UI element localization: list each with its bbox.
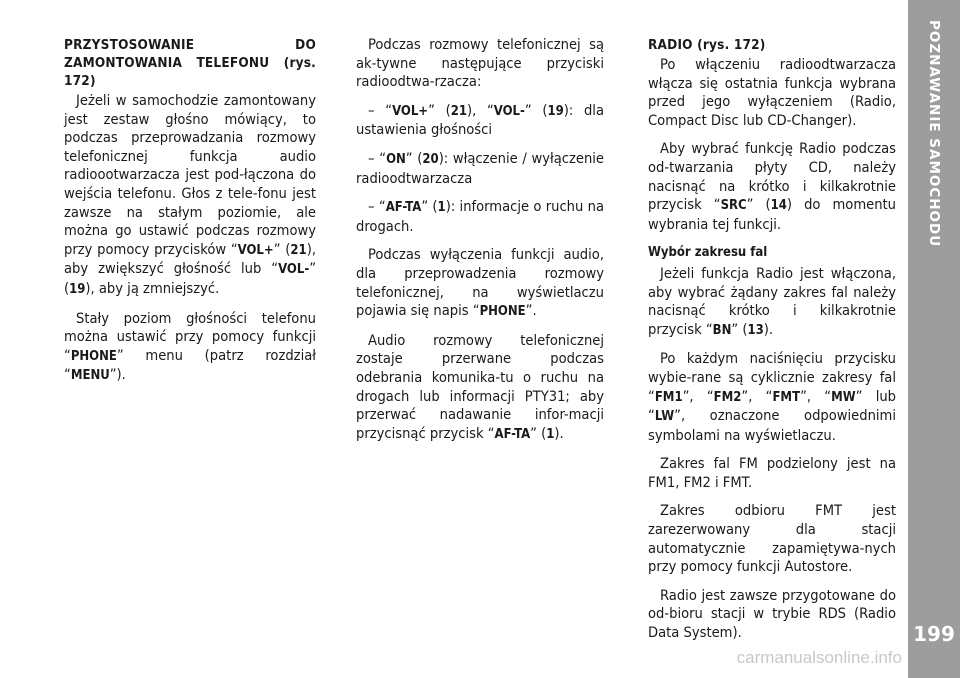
paragraph: Jeżeli w samochodzie zamontowany jest zestaw głośno mówiący, to podczas przeprowadzania rozmowy telefonicznej funkcja audio radioootwarzacza jest pod-łączona do wejścia telefonu. Głos z tele-fonu jest zawsze na stałym poziomie, ale można go ustawić podczas rozmowy przy pomocy przycisków “VOL+” (21), aby zwiększyć głośność lub “VOL-” (19), aby ją zmniejszyć.: [64, 92, 316, 297]
paragraph: Podczas rozmowy telefonicznej są ak-tywne następujące przyciski radioodtwa-rzacza:: [356, 36, 604, 91]
paragraph: Zakres fal FM podzielony jest na FM1, FM2 i FMT.: [648, 455, 896, 491]
list-item: – “AF-TA” (1): informacje o ruchu na drogach.: [356, 198, 605, 235]
paragraph: Stały poziom głośności telefonu można ustawić przy pomocy funkcji “PHONE” menu (patrz rozdział “MENU”).: [64, 309, 316, 384]
column-1: [64, 36, 316, 396]
chapter-sidebar: [908, 0, 960, 678]
paragraph: Zakres odbioru FMT jest zarezerwowany dla stacji automatycznie zapamiętywa-nych przy pomocy funkcji Autostore.: [648, 502, 896, 576]
list-item: – “ON” (20): włączenie / wyłączenie radioodtwarzacza: [356, 149, 604, 187]
paragraph: Podczas wyłączenia funkcji audio, dla przeprowadzenia rozmowy telefonicznej, na wyświetlaczu pojawia się napis “PHONE”.: [356, 246, 604, 320]
watermark: carmanualsonline.info: [736, 648, 902, 667]
section-heading-radio: RADIO (rys. 172): [648, 37, 766, 53]
page-number: 199: [913, 622, 955, 646]
paragraph: Aby wybrać funkcję Radio podczas od-twarzania płyty CD, należy nacisnąć na krótko i kilkakrotnie przycisk “SRC” (14) do momentu wybrania tej funkcji.: [648, 140, 896, 233]
section-heading-telephone: PRZYSTOSOWANIE DO ZAMONTOWANIA TELEFONU (rys. 172): [64, 37, 316, 89]
chapter-title: POZNAWANIE SAMOCHODU: [926, 20, 942, 248]
paragraph: Audio rozmowy telefonicznej zostaje przerwane podczas odebrania komunika-tu o ruchu na drogach lub informacji PTY31; aby przerwać nadawanie infor-macji przycisnąć przycisk “AF-TA” (1).: [356, 331, 604, 442]
column-3: [648, 36, 896, 653]
subheading-band-selection: Wybór zakresu fal: [648, 245, 768, 261]
paragraph: Po włączeniu radioodtwarzacza włącza się ostatnia funkcja wybrana przed jego wyłączeniem (Radio, Compact Disc lub CD-Changer).: [648, 56, 896, 129]
list-item: – “VOL+” (21), “VOL-” (19): dla ustawienia głośności: [356, 101, 605, 139]
paragraph: Po każdym naciśnięciu przycisku wybie-rane są cyklicznie zakresy fal “FM1”, “FM2”, “FMT”, “MW” lub “LW”, oznaczone odpowiednimi symbolami na wyświetlaczu.: [648, 350, 897, 444]
column-2: [356, 36, 604, 454]
paragraph: Radio jest zawsze przygotowane do od-bioru stacji w trybie RDS (Radio Data System).: [648, 586, 896, 642]
paragraph: Jeżeli funkcja Radio jest włączona, aby wybrać żądany zakres fal należy nacisnąć krótko i kilkakrotnie przycisk “BN” (13).: [648, 264, 896, 338]
